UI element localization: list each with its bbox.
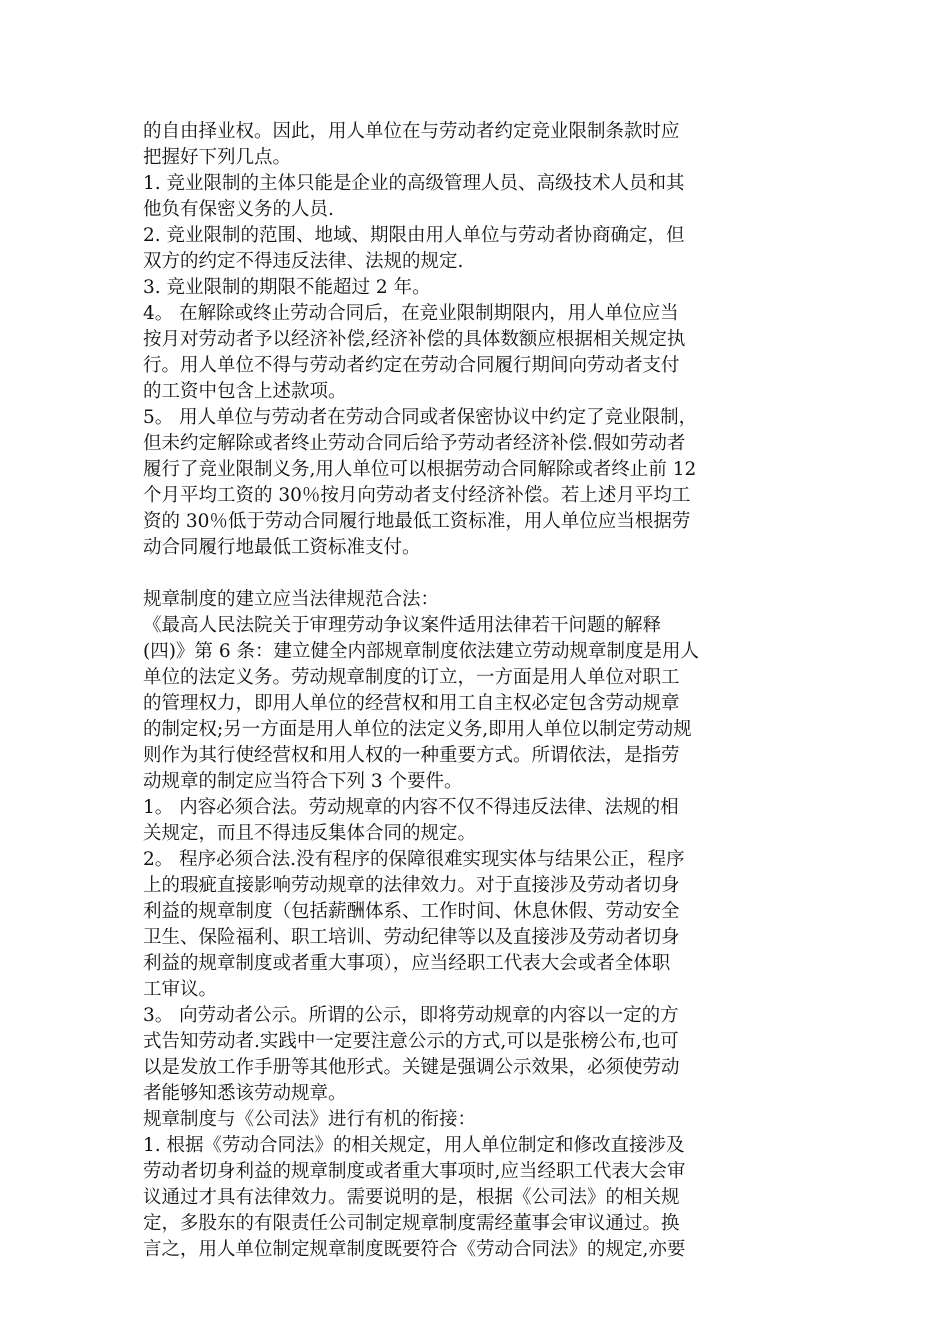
text-line: 的制定权;另一方面是用人单位的法定义务,即用人单位以制定劳动规 (143, 719, 692, 740)
text-line: 4。 在解除或终止劳动合同后，在竞业限制期限内，用人单位应当 (143, 303, 679, 324)
text-line: 1. 竞业限制的主体只能是企业的高级管理人员、高级技术人员和其 (143, 173, 685, 194)
text-line: 5。 用人单位与劳动者在劳动合同或者保密协议中约定了竞业限制， (143, 407, 698, 428)
text-line: 利益的规章制度或者重大事项），应当经职工代表大会或者全体职 (143, 953, 671, 974)
text-line: 履行了竞业限制义务,用人单位可以根据劳动合同解除或者终止前 12 (143, 459, 697, 480)
text-line: 1。 内容必须合法。劳动规章的内容不仅不得违反法律、法规的相 (143, 797, 679, 818)
text-line: 动合同履行地最低工资标准支付。 (143, 537, 421, 558)
text-line: 劳动者切身利益的规章制度或者重大事项时,应当经职工代表大会审 (143, 1161, 686, 1182)
text-line: 上的瑕疵直接影响劳动规章的法律效力。对于直接涉及劳动者切身 (143, 875, 680, 896)
text-line: 1. 根据《劳动合同法》的相关规定，用人单位制定和修改直接涉及 (143, 1135, 685, 1156)
text-line: 关规定，而且不得违反集体合同的规定。 (143, 823, 477, 844)
text-line: (四)》第 6 条：建立健全内部规章制度依法建立劳动规章制度是用人 (143, 641, 699, 662)
text-line: 议通过才具有法律效力。需要说明的是，根据《公司法》的相关规 (143, 1187, 680, 1208)
text-line: 动规章的制定应当符合下列 3 个要件。 (143, 771, 463, 792)
text-line: 按月对劳动者予以经济补偿,经济补偿的具体数额应根据相关规定执 (143, 329, 686, 350)
text-line: 者能够知悉该劳动规章。 (143, 1083, 347, 1104)
text-line: 利益的规章制度（包括薪酬体系、工作时间、休息休假、劳动安全 (143, 901, 680, 922)
text-line: 但未约定解除或者终止劳动合同后给予劳动者经济补偿.假如劳动者 (143, 433, 686, 454)
section-heading: 规章制度的建立应当法律规范合法： (143, 589, 440, 610)
text-line: 双方的约定不得违反法律、法规的规定. (143, 251, 464, 272)
text-line: 式告知劳动者.实践中一定要注意公示的方式,可以是张榜公布,也可 (143, 1031, 679, 1052)
text-line: 个月平均工资的 30％按月向劳动者支付经济补偿。若上述月平均工 (143, 485, 691, 506)
text-line: 工审议。 (143, 979, 218, 1000)
text-line: 单位的法定义务。劳动规章制度的订立，一方面是用人单位对职工 (143, 667, 680, 688)
text-line: 资的 30％低于劳动合同履行地最低工资标准，用人单位应当根据劳 (143, 511, 691, 532)
text-line: 言之，用人单位制定规章制度既要符合《劳动合同法》的规定,亦要 (143, 1239, 686, 1260)
text-line: 则作为其行使经营权和用人权的一种重要方式。所谓依法，是指劳 (143, 745, 680, 766)
section-heading: 规章制度与《公司法》进行有机的衔接： (143, 1109, 477, 1130)
text-line: 定，多股东的有限责任公司制定规章制度需经董事会审议通过。换 (143, 1213, 680, 1234)
text-line: 以是发放工作手册等其他形式。关键是强调公示效果，必须使劳动 (143, 1057, 680, 1078)
text-line: 3。 向劳动者公示。所谓的公示，即将劳动规章的内容以一定的方 (143, 1005, 679, 1026)
text-line: 的自由择业权。因此，用人单位在与劳动者约定竞业限制条款时应 (143, 121, 680, 142)
text-line: 行。用人单位不得与劳动者约定在劳动合同履行期间向劳动者支付 (143, 355, 680, 376)
text-line: 的工资中包含上述款项。 (143, 381, 347, 402)
blank-line (143, 561, 813, 587)
text-line: 他负有保密义务的人员. (143, 199, 334, 220)
text-line: 《最高人民法院关于审理劳动争议案件适用法律若干问题的解释 (143, 615, 662, 636)
text-line: 把握好下列几点。 (143, 147, 292, 168)
text-line: 的管理权力，即用人单位的经营权和用工自主权必定包含劳动规章 (143, 693, 680, 714)
text-line: 3. 竞业限制的期限不能超过 2 年。 (143, 277, 431, 298)
text-line: 2。 程序必须合法.没有程序的保障很难实现实体与结果公正，程序 (143, 849, 685, 870)
text-line: 2. 竞业限制的范围、地域、期限由用人单位与劳动者协商确定，但 (143, 225, 685, 246)
text-line: 卫生、保险福利、职工培训、劳动纪律等以及直接涉及劳动者切身 (143, 927, 680, 948)
document-body (143, 119, 813, 1263)
